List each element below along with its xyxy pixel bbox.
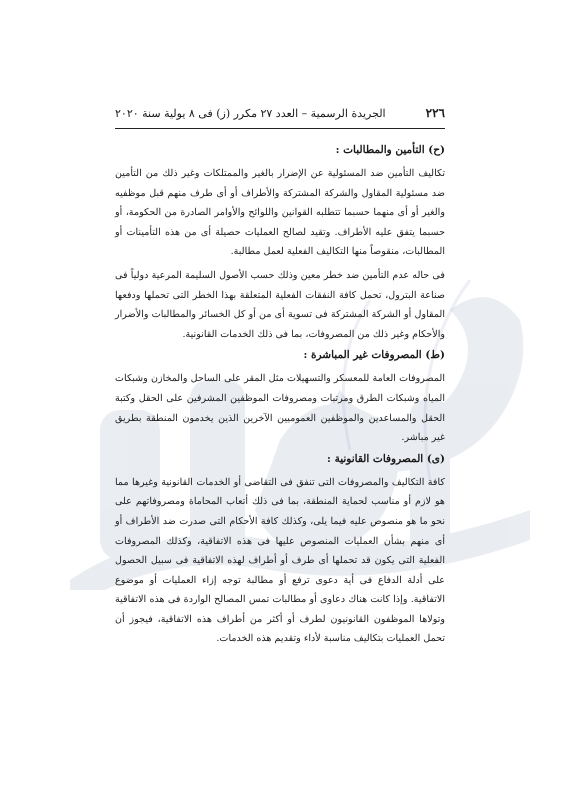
document-body	[115, 143, 445, 653]
page-number: ٢٢٦	[425, 106, 445, 120]
paragraph: المصروفات العامة للمعسكر والتسهيلات مثل المقر على الساحل والمخازن وشبكات المياه وشبكات الطرق ومرتبات ومصروفات الموظفين المشرفين على الحقل وكتبة الحقل والمساعدين والموظفين العموميين الآخرين الذين يخدمون المنطقة بطريق غير مباشر.	[115, 373, 445, 444]
header-rule	[115, 128, 445, 129]
paragraph: كافة التكاليف والمصروفات التى تنفق فى التقاضى أو الخدمات القانونية وغيرها مما هو لازم أو مناسب لحماية المنطقة، بما فى ذلك أتعاب المحاماة ومصروفاتهم على نحو ما هو منصوص عليه فيما يلى، وكذلك كافة الأحكام التى صدرت ضد الأطراف أو أى منهم بشأن العمليات المنصوص عليها فى هذه الاتفاقية، وكذلك المصروفات الفعلية التى يكون قد تحملها أى طرف أو أطراف لهذه الاتفاقية فى سبيل الحصول على أدلة الدفاع فى أية دعوى ترفع أو مطالبة توجه إزاء العمليات أو موضوع الاتفاقية. وإذا كانت هناك دعاوى أو مطالبات تمس المصالح الواردة فى هذه الاتفاقية وتولاها الموظفون القانونيون لطرف أو أكثر من أطراف هذه الاتفاقية، فيجوز أن تحمل العمليات بتكاليف مناسبة لأداء وتقديم هذه الخدمات.	[115, 476, 445, 645]
running-head: الجريدة الرسمية – العدد ٢٧ مكرر (ز) فى ٨ يولية سنة ٢٠٢٠	[115, 107, 386, 120]
paragraph: فى حاله عدم التأمين ضد خطر معين وذلك حسب الأصول السليمة المرعية دولياً فى صناعة البترول، تحمل كافة النفقات الفعلية المتعلقة بهذا الخطر التى تحملها ودفعها المقاول أو الشركة المشتركة فى تسوية أى من أو كل الخسائر والمطالبات والأضرار والأحكام وغير ذلك من المصروفات، بما فى ذلك الخدمات القانونية.	[115, 269, 445, 340]
section-title: (ح) التأمين والمطالبات :	[335, 144, 445, 156]
section-title: (ط) المصروفات غير المباشرة :	[303, 349, 445, 362]
paragraph: تكاليف التأمين ضد المسئولية عن الإضرار بالغير والممتلكات وغير ذلك من التأمين ضد مسئولية المقاول والشركة المشتركة والأطراف أو أى طرف منهم قبل موظفيه والغير أو أى منهما حسبما تتطلبه القوانين واللوائح والأوامر الصادرة من الحكومة، أو حسبما يتفق عليه الأطراف. وتقيد لصالح العمليات حصيلة أى من هذه التأمينات أو المطالبات، منقوصاً منها التكاليف الفعلية لعمل مطالبة.	[115, 168, 445, 258]
section-title: (ى) المصروفات القانونية :	[327, 452, 445, 465]
page-header	[115, 106, 445, 128]
section-legal-expenses	[115, 452, 445, 649]
section-insurance	[115, 143, 445, 344]
section-indirect-expenses	[115, 348, 445, 447]
